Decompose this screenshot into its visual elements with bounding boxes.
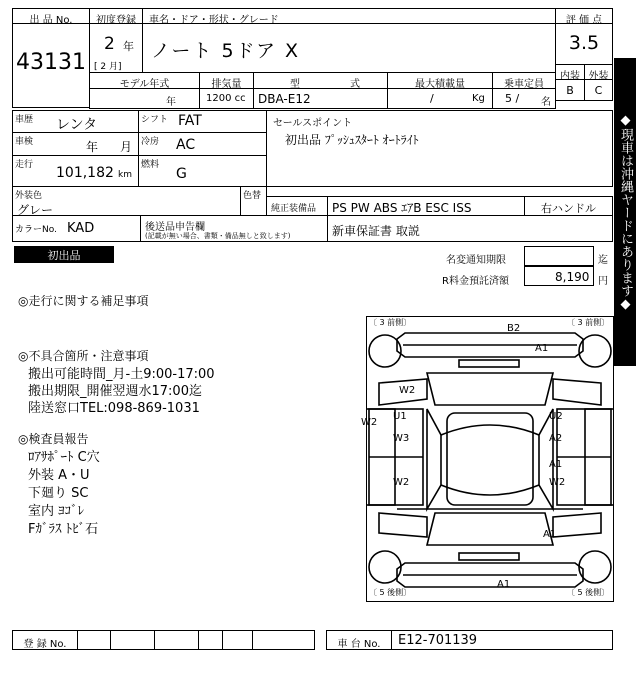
- reg-year-unit: 年: [123, 40, 134, 53]
- inspection-label: 車検: [15, 137, 34, 147]
- type-value: DBA-E12: [258, 92, 311, 106]
- sales-point-cell: [266, 110, 613, 187]
- damage-mark: W2: [399, 385, 416, 396]
- defect-line: 搬出可能時間_月-土9:00-17:00: [28, 367, 215, 382]
- sales-point: 初出品 ﾌﾟｯｼｭｽﾀｰﾄ ｵｰﾄﾗｲﾄ: [285, 133, 419, 147]
- corner-label-tr: 〔 3 前側〕: [567, 318, 610, 327]
- exterior-grade: C: [594, 84, 603, 97]
- damage-mark: W2: [393, 477, 410, 488]
- recycle-label: R料金預託済額: [442, 276, 509, 287]
- displacement: 1200 cc: [206, 93, 246, 104]
- capacity-label-cell: [492, 72, 556, 89]
- chassis-no: E12-701139: [398, 633, 478, 648]
- fuel-label: 燃料: [141, 160, 160, 170]
- car-name-label: 車名・ドア・形状・グレード: [149, 15, 279, 26]
- reg-year: 2: [104, 34, 115, 54]
- displacement-label: 排気量: [211, 79, 242, 90]
- grade-label: 評 価 点: [565, 15, 603, 26]
- aftermarket-cell: [140, 215, 328, 242]
- damage-mark: A1: [497, 579, 511, 590]
- inspector-line: 下廻り SC: [28, 486, 89, 501]
- lot-no-cell: [12, 23, 90, 108]
- exterior-label: 外装: [588, 71, 609, 82]
- model-year-unit: 年: [166, 97, 176, 108]
- equipment: PS PW ABS ｴｱB ESC ISS: [332, 201, 472, 215]
- damage-diagram: [361, 316, 614, 602]
- defect-header: ◎不具合箇所・注意事項: [18, 349, 149, 363]
- car-name: ノート 5ドア X: [151, 40, 301, 62]
- capacity-unit: 名: [541, 97, 551, 108]
- inspector-line: Fｶﾞﾗｽ ﾄﾋﾞ石: [28, 522, 99, 537]
- ac: AC: [176, 137, 196, 153]
- defect-line: 搬出期限_開催翌週水17:00迄: [28, 384, 202, 399]
- ext-color-cell: [12, 186, 241, 216]
- chassis-label-cell: [326, 630, 392, 650]
- recycle: 8,190: [555, 270, 590, 284]
- model-year-cell: [89, 88, 200, 109]
- first-reg-label-cell: [89, 8, 143, 24]
- title-change-cell: [524, 246, 594, 266]
- handle: 右ハンドル: [541, 202, 596, 215]
- inspector-header: ◎検査員報告: [18, 432, 89, 446]
- fuel: G: [176, 166, 187, 182]
- car-outline: [367, 317, 613, 601]
- interior-grade-cell: [555, 79, 585, 101]
- reg-no-cell: [77, 630, 315, 650]
- chassis-cell: [391, 630, 613, 650]
- title-change-unit: 迄: [598, 255, 608, 266]
- recycle-cell: [524, 266, 594, 286]
- equipment-label: 純正装備品: [271, 204, 317, 214]
- reg-no-label-cell: [12, 630, 78, 650]
- damage-mark: W2: [549, 477, 566, 488]
- ext-color-label: 外装色: [15, 191, 43, 201]
- sales-point-label: セールスポイント: [273, 118, 353, 129]
- lot-no: 43131: [16, 50, 86, 75]
- damage-mark: A1: [549, 459, 563, 470]
- damage-mark: A1: [535, 343, 549, 354]
- load-unit: Kg: [472, 93, 485, 104]
- damage-mark: A2: [549, 433, 563, 444]
- shift: FAT: [178, 113, 202, 129]
- first-reg-label: 初度登録: [96, 15, 136, 26]
- load-value: /: [430, 92, 434, 105]
- notes: [18, 290, 338, 540]
- shift-label: シフト: [141, 115, 169, 125]
- corner-label-br: 〔 5 後側〕: [567, 588, 610, 597]
- load-cell: [387, 88, 493, 109]
- color-no-cell: [12, 215, 141, 242]
- ac-label: 冷房: [141, 137, 160, 147]
- inspector-line: ﾛｱｻﾎﾟｰﾄ C穴: [28, 450, 100, 465]
- damage-mark: U1: [393, 411, 407, 422]
- capacity-label: 乗車定員: [504, 79, 544, 90]
- color-no: KAD: [67, 221, 95, 236]
- recycle-unit: 円: [598, 276, 608, 287]
- title-change-label: 名変通知期限: [446, 255, 506, 266]
- repaint-cell: [240, 186, 267, 216]
- chassis-label: 車 台 No.: [337, 639, 381, 650]
- type-label: 型: [290, 79, 300, 90]
- info-grid: [12, 110, 267, 187]
- first-listing: 初出品: [47, 249, 81, 262]
- damage-mark: A1: [543, 529, 557, 540]
- location-notice: [614, 58, 636, 366]
- load-label: 最大積載量: [415, 79, 465, 90]
- first-reg-cell: [89, 23, 143, 73]
- car-name-label-cell: [142, 8, 556, 24]
- corner-label-tl: 〔 3 前側〕: [369, 318, 412, 327]
- interior-label: 内装: [560, 71, 580, 82]
- load-label-cell: [387, 72, 493, 89]
- type-label-2: 式: [350, 79, 360, 90]
- car-name-cell: [142, 23, 556, 73]
- handle-cell: [524, 196, 613, 216]
- color-no-label: カラーNo.: [15, 225, 57, 235]
- type-label-cell: [253, 72, 388, 89]
- lot-no-label-cell: [12, 8, 90, 24]
- equipment-label-cell: [266, 196, 328, 216]
- model-year-label: モデル年式: [119, 79, 170, 90]
- location-notice-text: ◆現車は沖縄ヤードにあります◆: [618, 112, 633, 312]
- damage-mark: W2: [361, 417, 378, 428]
- reg-month: [ 2 月]: [94, 62, 122, 72]
- warranty-cell: [327, 215, 613, 242]
- grade-label-cell: [555, 8, 613, 24]
- capacity-cell: [492, 88, 556, 109]
- corner-label-bl: 〔 5 後側〕: [369, 588, 412, 597]
- first-listing-badge: [14, 246, 114, 263]
- damage-mark: B2: [507, 323, 521, 334]
- mileage-label: 走行: [15, 160, 34, 170]
- exterior-label-cell: [584, 64, 613, 80]
- interior-grade: B: [566, 84, 574, 97]
- inspector-line: 室内 ﾖｺﾞﾚ: [28, 504, 85, 519]
- interior-label-cell: [555, 64, 585, 80]
- reg-no-label: 登 録 No.: [23, 639, 67, 650]
- equipment-cell: [327, 196, 525, 216]
- capacity-value: 5 /: [505, 92, 520, 105]
- type-cell: [253, 88, 388, 109]
- defect-line: 陸送窓口TEL:098-869-1031: [28, 401, 200, 416]
- exterior-grade-cell: [584, 79, 613, 101]
- history-label: 車歴: [15, 115, 34, 125]
- damage-mark: U2: [549, 411, 563, 422]
- mileage-unit: km: [118, 170, 132, 180]
- grade-cell: [555, 23, 613, 65]
- driving-header: ◎走行に関する補足事項: [18, 294, 149, 308]
- aftermarket-label: 後送品申告欄: [145, 222, 205, 233]
- aftermarket-note: (記載が無い場合、書類・備品無しと致します): [145, 232, 291, 240]
- inspector-line: 外装 A・U: [28, 468, 90, 483]
- inspection-year: 年: [86, 140, 99, 154]
- ext-color: グレー: [17, 203, 54, 217]
- inspection-month: 月: [120, 140, 133, 154]
- damage-mark: W3: [393, 433, 410, 444]
- grade: 3.5: [568, 32, 600, 54]
- mileage: 101,182: [56, 165, 114, 181]
- displacement-label-cell: [199, 72, 254, 89]
- history: レンタ: [56, 117, 98, 133]
- repaint-label: 色替: [243, 191, 262, 201]
- lot-no-label: 出 品 No.: [29, 15, 73, 26]
- warranty: 新車保証書 取説: [332, 224, 420, 238]
- displacement-cell: [199, 88, 254, 109]
- model-year-label-cell: [89, 72, 200, 89]
